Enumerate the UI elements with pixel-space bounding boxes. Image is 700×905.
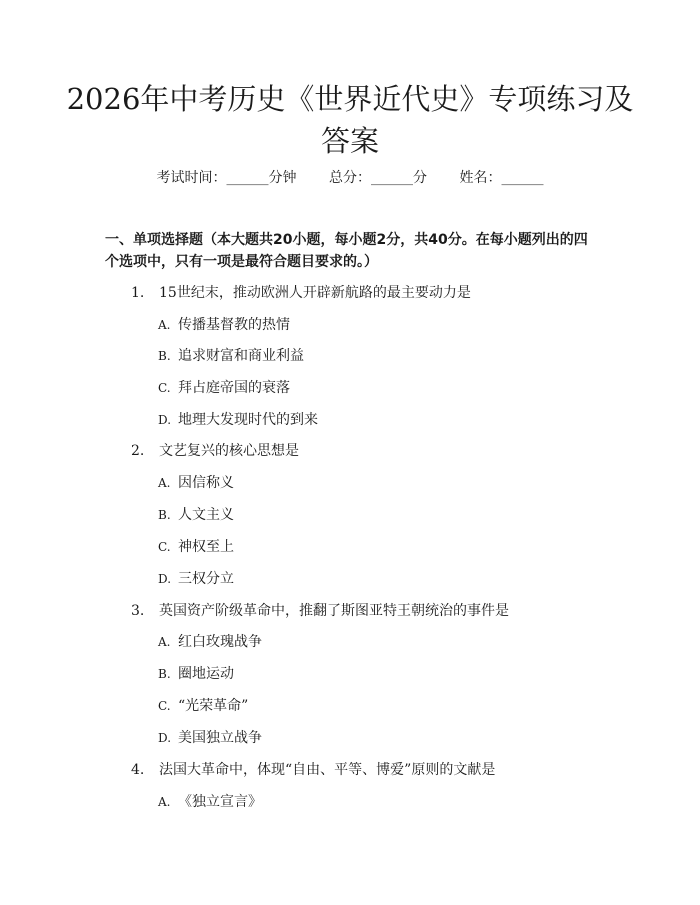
option-letter: C. bbox=[158, 381, 171, 395]
exam-time: 考试时间：______分钟 bbox=[156, 170, 297, 186]
section-heading-line-2: 个选项中，只有一项是最符合题目要求的。） bbox=[105, 254, 378, 270]
option bbox=[158, 728, 578, 748]
question-number: 1. bbox=[131, 285, 145, 301]
option bbox=[158, 410, 578, 430]
option-text: 三权分立 bbox=[178, 571, 234, 587]
option bbox=[158, 792, 578, 812]
option-letter: C. bbox=[158, 540, 171, 554]
option bbox=[158, 378, 578, 398]
option-text: 人文主义 bbox=[178, 507, 234, 523]
question-number: 4. bbox=[131, 762, 145, 778]
option-letter: B. bbox=[158, 667, 171, 681]
option bbox=[158, 346, 578, 366]
question-text: 法国大革命中，体现“自由、平等、博爱”原则的文献是 bbox=[159, 762, 496, 778]
option-text: 红白玫瑰战争 bbox=[178, 634, 262, 650]
question-4 bbox=[131, 760, 591, 780]
title-line-1: 2026年中考历史《世界近代史》专项练习及 bbox=[66, 82, 634, 116]
question-1 bbox=[131, 283, 591, 303]
option-text: 圈地运动 bbox=[178, 666, 234, 682]
option bbox=[158, 569, 578, 589]
question-number: 3. bbox=[131, 603, 145, 619]
question-number: 2. bbox=[131, 443, 145, 459]
option-letter: C. bbox=[158, 699, 171, 713]
option bbox=[158, 632, 578, 652]
option-text: 因信称义 bbox=[178, 475, 234, 491]
question-text: 文艺复兴的核心思想是 bbox=[159, 443, 299, 459]
title-line-2: 答案 bbox=[320, 124, 379, 158]
option bbox=[158, 664, 578, 684]
option-letter: D. bbox=[158, 731, 172, 745]
option-text: 地理大发现时代的到来 bbox=[178, 412, 318, 428]
student-name: 姓名：______ bbox=[459, 170, 544, 186]
option-text: “光荣革命” bbox=[178, 698, 249, 714]
option-letter: A. bbox=[158, 476, 171, 490]
option-letter: B. bbox=[158, 349, 171, 363]
option-text: 神权至上 bbox=[178, 539, 234, 555]
option bbox=[158, 505, 578, 525]
option bbox=[158, 473, 578, 493]
option bbox=[158, 537, 578, 557]
page-title bbox=[60, 78, 640, 162]
option-letter: D. bbox=[158, 413, 172, 427]
option-letter: A. bbox=[158, 795, 171, 809]
option-letter: A. bbox=[158, 318, 171, 332]
option bbox=[158, 315, 578, 335]
option-letter: B. bbox=[158, 508, 171, 522]
question-3 bbox=[131, 601, 591, 621]
option-letter: A. bbox=[158, 635, 171, 649]
section-heading-line-1: 一、单项选择题（本大题共20小题，每小题2分，共40分。在每小题列出的四 bbox=[105, 232, 588, 248]
section-heading bbox=[105, 229, 605, 273]
option-text: 《独立宣言》 bbox=[178, 794, 262, 810]
option-text: 美国独立战争 bbox=[178, 730, 262, 746]
option-text: 追求财富和商业利益 bbox=[178, 348, 304, 364]
total-score: 总分：______分 bbox=[329, 170, 427, 186]
option bbox=[158, 696, 578, 716]
question-text: 英国资产阶级革命中，推翻了斯图亚特王朝统治的事件是 bbox=[159, 603, 509, 619]
option-text: 拜占庭帝国的衰落 bbox=[178, 380, 290, 396]
question-2 bbox=[131, 441, 591, 461]
option-letter: D. bbox=[158, 572, 172, 586]
option-text: 传播基督教的热情 bbox=[178, 317, 290, 333]
exam-meta bbox=[0, 168, 700, 188]
question-text: 15世纪末，推动欧洲人开辟新航路的最主要动力是 bbox=[159, 285, 471, 301]
